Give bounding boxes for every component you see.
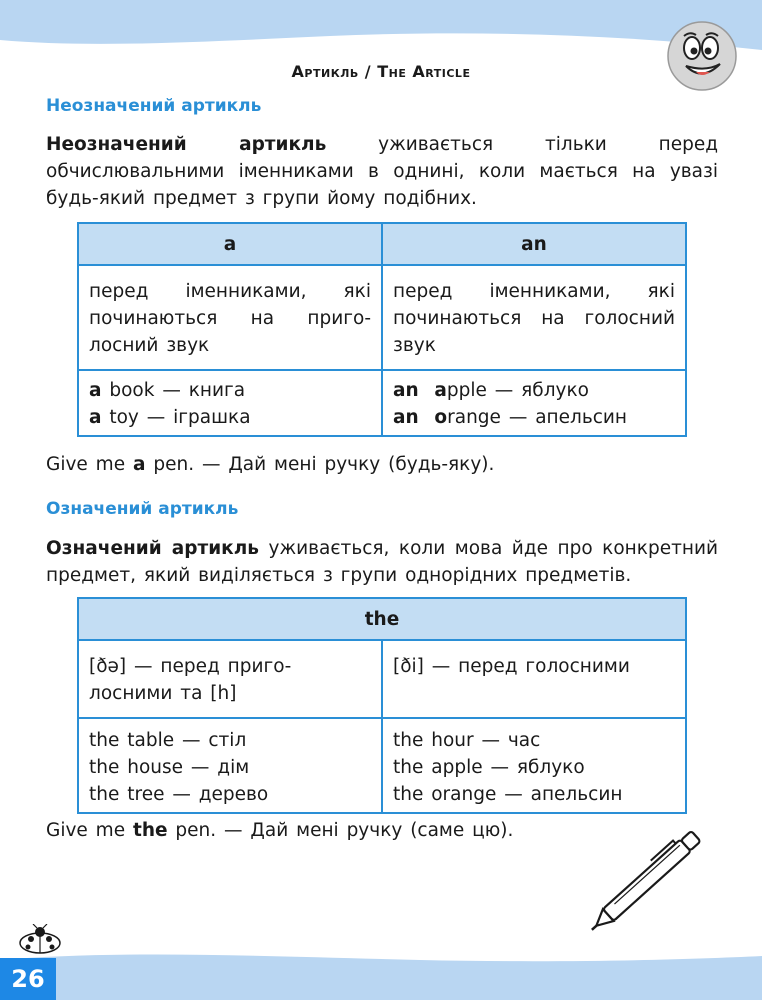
example-a bbox=[89, 377, 371, 404]
rule-consonant-line: [ðə] — перед приго- bbox=[89, 656, 292, 677]
rule-an-cell bbox=[382, 265, 686, 370]
article-word: a bbox=[89, 380, 102, 401]
ladybug-icon bbox=[14, 924, 66, 954]
example-the: the hour — час bbox=[393, 730, 541, 751]
top-wave-decoration bbox=[0, 0, 762, 60]
indefinite-paragraph bbox=[46, 131, 718, 212]
rule-an-line: перед іменниками, які bbox=[393, 281, 675, 302]
example-the: the orange — апельсин bbox=[393, 784, 623, 805]
rule-a-line: лосний звук bbox=[89, 335, 210, 356]
examples-vowel-cell bbox=[382, 718, 686, 813]
example-text: toy — іграшка bbox=[101, 407, 251, 428]
bottom-wave-decoration bbox=[0, 930, 762, 1000]
example-text: pple — яблуко bbox=[446, 380, 589, 401]
indefinite-term: Неозначений артикль bbox=[46, 134, 327, 155]
example-the: the tree — дерево bbox=[89, 784, 269, 805]
rule-an-line: починаються на голосний bbox=[393, 308, 675, 329]
example-text: range — апельсин bbox=[447, 407, 628, 428]
examples-an-cell bbox=[382, 370, 686, 436]
rule-vowel-cell: [ði] — перед голосними bbox=[382, 640, 686, 718]
rule-a-line: починаються на приго- bbox=[89, 308, 371, 329]
example-post: pen. — Дай мені ручку (будь-яку). bbox=[145, 454, 495, 475]
example-article: a bbox=[132, 454, 146, 475]
rule-an-line: звук bbox=[393, 335, 436, 356]
example-the: the table — стіл bbox=[89, 730, 247, 751]
rule-consonant-cell bbox=[78, 640, 382, 718]
col-the-header: the bbox=[78, 598, 686, 640]
col-a-header: a bbox=[78, 223, 382, 265]
example-text: book — книга bbox=[101, 380, 246, 401]
article-word: a bbox=[89, 407, 102, 428]
rule-consonant-line: лосними та [h] bbox=[89, 683, 237, 704]
indefinite-heading: Неозначений артикль bbox=[46, 96, 262, 116]
example-an bbox=[393, 377, 675, 404]
example-an bbox=[393, 404, 675, 431]
rule-a-cell bbox=[78, 265, 382, 370]
example-post: pen. — Дай мені ручку (саме цю). bbox=[167, 820, 514, 841]
vowel-letter: a bbox=[434, 380, 447, 401]
example-pre: Give me bbox=[46, 820, 133, 841]
article-word: an bbox=[393, 380, 419, 401]
example-the: the apple — яблуко bbox=[393, 757, 585, 778]
examples-consonant-cell bbox=[78, 718, 382, 813]
example-article: the bbox=[132, 820, 168, 841]
definite-heading: Означений артикль bbox=[46, 499, 239, 519]
definite-text: уживається, коли мова йде про конкретний предмет, який виділяється з групи однорідних предметів. bbox=[46, 538, 718, 586]
indefinite-table bbox=[77, 222, 687, 437]
page-number: 26 bbox=[11, 965, 45, 993]
smiley-face-icon bbox=[666, 20, 738, 92]
col-an-header: an bbox=[382, 223, 686, 265]
definite-term: Означений артикль bbox=[46, 538, 259, 559]
examples-a-cell bbox=[78, 370, 382, 436]
pen-icon bbox=[584, 814, 720, 940]
page-title: Артикль / The Article bbox=[291, 62, 471, 81]
definite-example-sentence bbox=[46, 817, 513, 844]
example-pre: Give me bbox=[46, 454, 133, 475]
definite-paragraph bbox=[46, 535, 718, 589]
article-word: an bbox=[393, 407, 419, 428]
indefinite-text: уживається тільки перед обчислювальними іменниками в однині, коли мається на увазі будь-який предмет з групи йому подібних. bbox=[46, 134, 719, 209]
indefinite-example-sentence bbox=[46, 451, 494, 478]
example-a bbox=[89, 404, 371, 431]
definite-table bbox=[77, 597, 687, 814]
rule-a-line: перед іменниками, які bbox=[89, 281, 371, 302]
example-the: the house — дім bbox=[89, 757, 250, 778]
vowel-letter: o bbox=[434, 407, 448, 428]
